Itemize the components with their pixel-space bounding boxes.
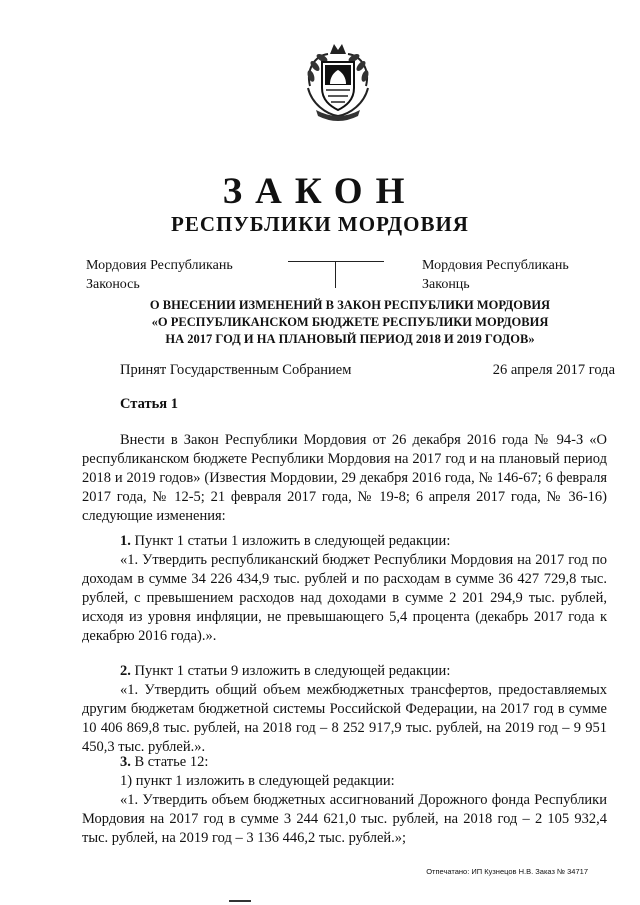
heading-line1: О ВНЕСЕНИИ ИЗМЕНЕНИЙ В ЗАКОН РЕСПУБЛИКИ МОРДОВИЯ — [149, 298, 551, 312]
law-subtitle: РЕСПУБЛИКИ МОРДОВИЯ — [171, 212, 469, 236]
item-1-text: «1. Утвердить республиканский бюджет Республики Мордовия на 2017 год по доходам в сумме 34 226 434,9 тыс. рублей и по расходам в сумме 36 427 729,8 тыс. рублей, с превышением расходов над доходами в сумме 2 201 294,9 тыс. рублей, исходя из уровня инфляции, не превышающего 5,4 процента (декабрь 2017 года к декабрю 2016 года).». — [82, 552, 607, 644]
item-1-lead — [82, 532, 607, 551]
law-title: ЗАКОН — [222, 171, 418, 212]
header-divider-vertical — [335, 261, 336, 288]
heading-line3: НА 2017 ГОД И НА ПЛАНОВЫЙ ПЕРИОД 2018 И 2019 ГОДОВ» — [165, 332, 535, 346]
item-2 — [82, 662, 607, 757]
item-2-lead-text: Пункт 1 статьи 9 изложить в следующей редакции: — [130, 663, 451, 679]
heading-line2: «О РЕСПУБЛИКАНСКОМ БЮДЖЕТЕ РЕСПУБЛИКИ МОРДОВИЯ — [151, 315, 549, 329]
right-lang-line1: Мордовия Республикань — [422, 258, 569, 273]
page-mark — [229, 900, 251, 902]
item-3-subpoint: 1) пункт 1 изложить в следующей редакции: — [120, 773, 395, 789]
article-intro: Внести в Закон Республики Мордовия от 26 декабря 2016 года № 94-З «О республиканском бюджете Республики Мордовия на 2017 год и на плановый период 2018 и 2019 годов» (Известия Мордовии, 29 декабря 2016 года, № 146-67; 6 февраля 2017 года, № 12-5; 21 февраля 2017 года, № 19-8; 6 апреля 2017 года, № 36-16) следующие изменения: — [82, 432, 607, 524]
item-2-lead — [82, 662, 607, 681]
item-1-lead-text: Пункт 1 статьи 1 изложить в следующей редакции: — [130, 533, 451, 549]
article-title: Статья 1 — [120, 396, 178, 412]
printer-imprint: Отпечатано: ИП Кузнецов Н.В. Заказ № 34717 — [426, 867, 588, 876]
left-lang-line1: Мордовия Республикань — [86, 258, 233, 273]
item-2-number: 2. — [120, 663, 131, 679]
coat-of-arms-emblem — [300, 40, 376, 122]
law-heading — [130, 297, 570, 348]
item-3-lead — [82, 753, 607, 772]
adoption-date: 26 апреля 2017 года — [492, 362, 615, 378]
header-left-language — [86, 256, 233, 294]
left-lang-line2: Законось — [86, 277, 140, 292]
adoption-authority: Принят Государственным Собранием — [120, 362, 352, 378]
item-3 — [82, 753, 607, 848]
header-right-language — [422, 256, 569, 294]
item-2-text: «1. Утвердить общий объем межбюджетных трансфертов, предоставляемых другим бюджетам бюджетной системы Российской Федерации, на 2017 год в сумме 10 406 869,8 тыс. рублей, на 2018 год – 8 252 917,9 тыс. рублей, на 2019 год – 9 951 450,3 тыс. рублей.». — [82, 682, 607, 755]
right-lang-line2: Законць — [422, 277, 470, 292]
item-3-number: 3. — [120, 754, 131, 770]
item-3-text: «1. Утвердить объем бюджетных ассигнований Дорожного фонда Республики Мордовия на 2017 год в сумме 3 244 621,0 тыс. рублей, на 2018 год – 2 105 932,4 тыс. рублей, на 2019 год – 3 136 446,2 тыс. рублей.»; — [82, 792, 607, 846]
item-1 — [82, 532, 607, 646]
header-divider-horizontal — [288, 261, 384, 262]
item-3-lead-text: В статье 12: — [130, 754, 209, 770]
item-1-number: 1. — [120, 533, 131, 549]
